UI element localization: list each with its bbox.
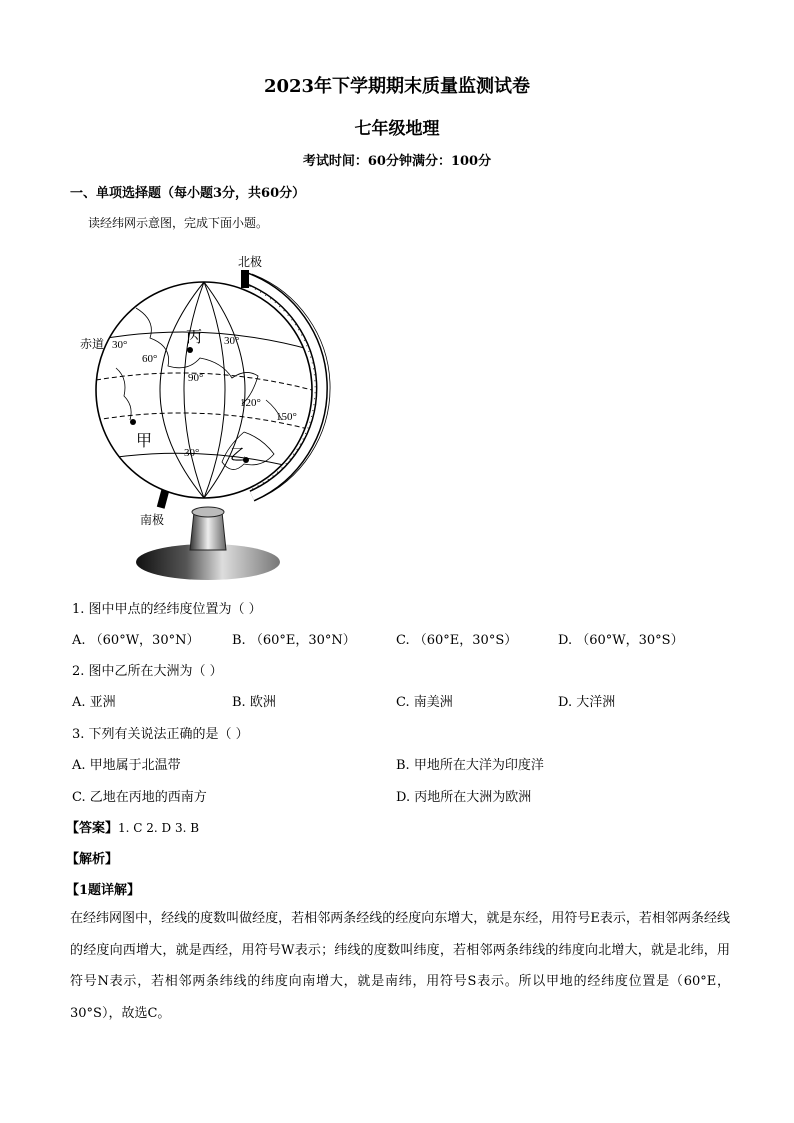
question-1-stem: 1. 图中甲点的经纬度位置为（ ）	[72, 602, 262, 617]
globe-sphere	[96, 282, 312, 498]
label-lon-120: 120°	[240, 397, 261, 409]
answer-values: 1. C 2. D 3. B	[118, 821, 200, 835]
detail-label: 【1题详解】	[66, 883, 141, 898]
q2-option-b[interactable]: B. 欧洲	[232, 695, 276, 710]
globe-stem	[190, 512, 226, 550]
north-axis-pin	[241, 270, 249, 288]
q2-option-c[interactable]: C. 南美洲	[396, 695, 453, 710]
label-lon-60: 60°	[142, 353, 158, 365]
q2-option-a[interactable]: A. 亚洲	[72, 695, 116, 710]
answer-line	[66, 817, 199, 836]
exam-title: 2023年下学期期末质量监测试卷	[263, 76, 531, 97]
label-bing: 丙	[186, 329, 203, 346]
exam-info: 考试时间：60分钟满分：100分	[302, 154, 492, 169]
label-equator: 赤道	[80, 337, 105, 351]
label-lat-30-top: 30°	[224, 335, 240, 347]
q3-option-c[interactable]: C. 乙地在丙地的西南方	[72, 790, 207, 805]
q2-option-d[interactable]: D. 大洋洲	[558, 695, 616, 710]
detail-text: 在经纬网图中，经线的度数叫做经度，若相邻两条经线的经度向东增大，就是东经，用符号E表示，若相邻两条经线的经度向西增大，就是西经，用符号W表示；纬线的度数叫纬度，若相邻两条纬线的纬度向北增大，就是北纬，用符号N表示，若相邻两条纬线的纬度向南增大，就是南纬，用符号S表示。所以甲地的经纬度位置是（60°E，30°S），故选C。	[70, 911, 730, 1021]
question-3-stem: 3. 下列有关说法正确的是（ ）	[72, 727, 249, 742]
section-heading: 一、单项选择题（每小题3分，共60分）	[70, 186, 306, 201]
q1-option-b[interactable]: B. （60°E，30°N）	[232, 633, 356, 648]
label-jia: 甲	[136, 433, 153, 450]
label-lon-150: 150°	[276, 411, 297, 423]
q3-option-b[interactable]: B. 甲地所在大洋为印度洋	[396, 758, 544, 773]
label-north-pole: 北极	[238, 255, 263, 269]
label-lon-90: 90°	[188, 372, 204, 384]
q3-option-a[interactable]: A. 甲地属于北温带	[72, 758, 181, 773]
q1-option-a[interactable]: A. （60°W，30°N）	[72, 633, 200, 648]
answer-label: 【答案】	[66, 821, 119, 836]
section-intro: 读经纬网示意图，完成下面小题。	[88, 216, 269, 230]
q1-option-d[interactable]: D. （60°W，30°S）	[558, 633, 684, 648]
label-lat-30-bottom: 30°	[184, 447, 200, 459]
point-bing-dot	[187, 347, 193, 353]
label-yi: 乙	[230, 447, 247, 464]
point-jia-dot	[130, 419, 136, 425]
globe-figure	[76, 250, 346, 590]
question-2-stem: 2. 图中乙所在大洲为（ ）	[72, 664, 223, 679]
q3-option-d[interactable]: D. 丙地所在大洲为欧洲	[396, 790, 532, 805]
label-south-pole: 南极	[140, 513, 165, 527]
q1-option-c[interactable]: C. （60°E，30°S）	[396, 633, 518, 648]
exam-subject: 七年级地理	[354, 119, 440, 139]
analysis-label: 【解析】	[66, 852, 119, 867]
label-lat-30-left: 30°	[112, 339, 128, 351]
